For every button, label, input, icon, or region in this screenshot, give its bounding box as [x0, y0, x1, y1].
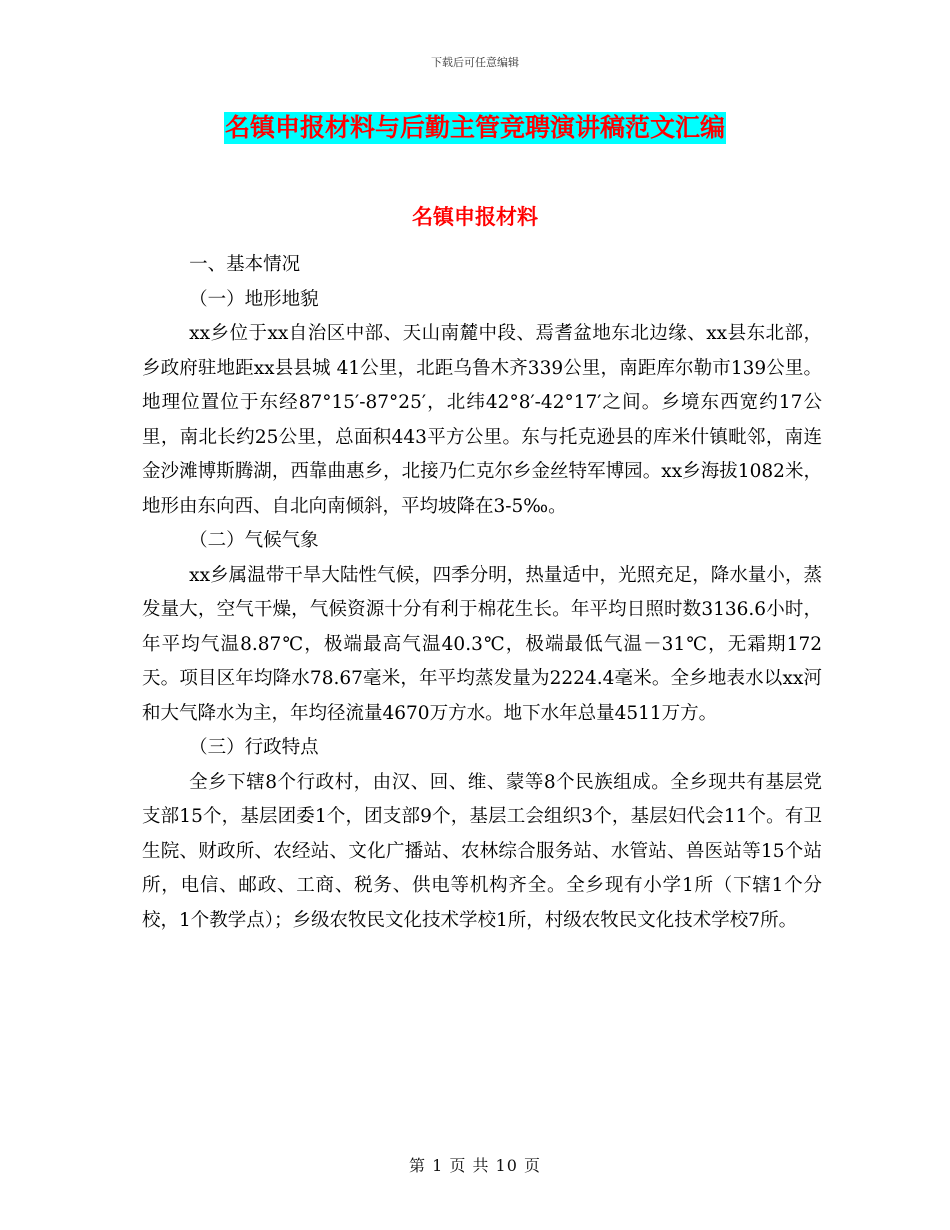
subheading-terrain: （一）地形地貌: [189, 288, 319, 310]
paragraph-administration: 全乡下辖8个行政村，由汉、回、维、蒙等8个民族组成。全乡现共有基层党支部15个，基层团委1个，团支部9个，基层工会组织3个，基层妇代会11个。有卫生院、财政所、农经站、文化广播站、农林综合服务站、水管站、兽医站等15个站所，电信、邮政、工商、税务、供电等机构齐全。全乡现有小学1所（下辖1个分校，1个教学点）；乡级农牧民文化技术学校1所，村级农牧民文化技术学校7所。: [142, 771, 822, 931]
heading-basic-situation: 一、基本情况: [189, 254, 301, 275]
paragraph-terrain: xx乡位于xx自治区中部、天山南麓中段、焉耆盆地东北边缘、xx县东北部，乡政府驻地距xx县县城 41公里，北距乌鲁木齐339公里，南距库尔勒市139公里。地理位置位于东经87°15′-87°25′，北纬42°8′-42°17′之间。乡境东西宽约17公里，南北长约25公里，总面积443平方公里。东与托克逊县的库米什镇毗邻，南连金沙滩博斯腾湖，西靠曲惠乡，北接乃仁克尔乡金丝特军博园。xx乡海拔1082米，地形由东向西、自北向南倾斜，平均坡降在3-5‰。: [142, 323, 822, 517]
document-title: [0, 112, 950, 144]
document-body: [142, 248, 822, 938]
header-note: 下载后可任意编辑: [431, 56, 519, 69]
section-title: 名镇申报材料: [412, 205, 538, 229]
subheading-climate: （二）气候气象: [189, 530, 319, 551]
subheading-administration: （三）行政特点: [189, 737, 319, 758]
page-footer: 第 1 页 共 10 页: [409, 1156, 541, 1175]
document-title-text: 名镇申报材料与后勤主管竞聘演讲稿范文汇编: [224, 113, 725, 142]
paragraph-climate: xx乡属温带干旱大陆性气候，四季分明，热量适中，光照充足，降水量小，蒸发量大，空气干燥，气候资源十分有利于棉花生长。年平均日照时数3136.6小时，年平均气温8.87℃，极端最高气温40.3℃，极端最低气温－31℃，无霜期172天。项目区年均降水78.67毫米，年平均蒸发量为2224.4毫米。全乡地表水以xx河和大气降水为主，年均径流量4670万方水。地下水年总量4511万方。: [142, 564, 822, 724]
